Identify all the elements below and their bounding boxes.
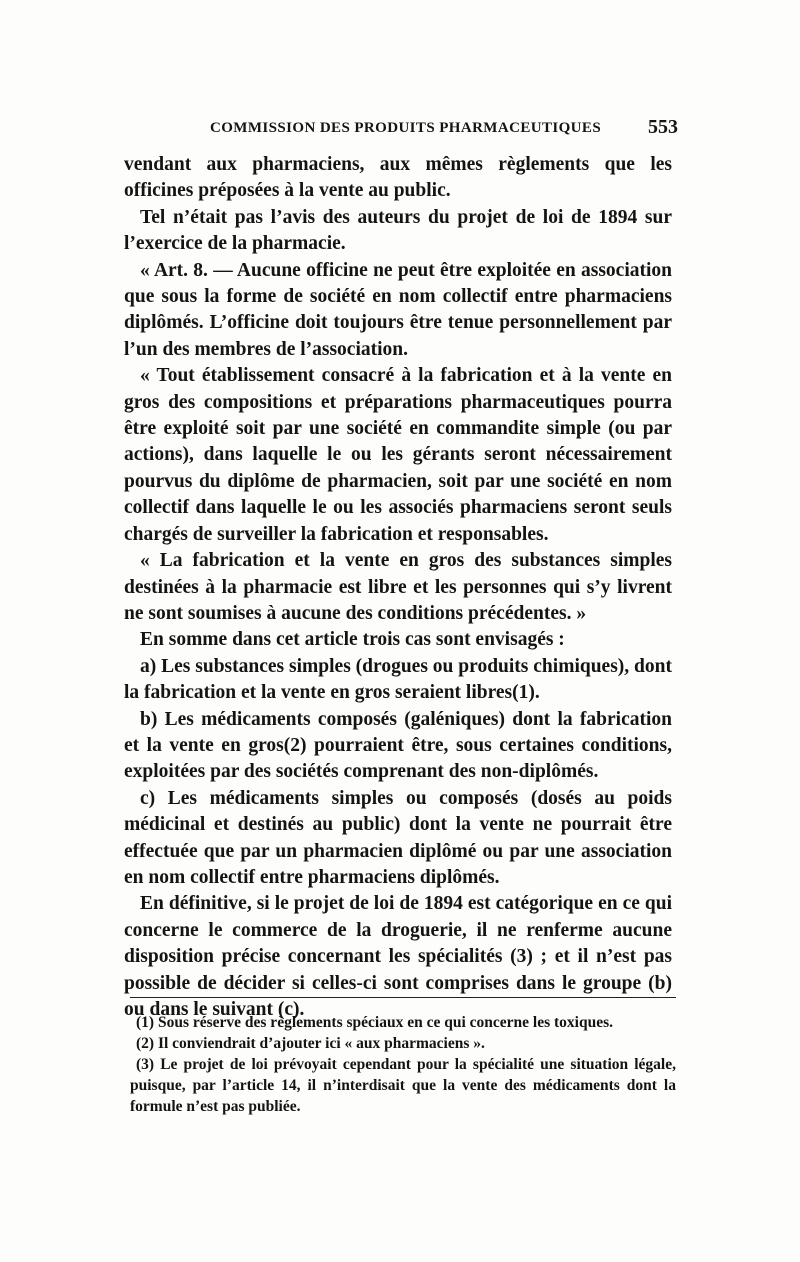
page-number: 553 [648,116,678,138]
paragraph: b) Les médicaments composés (galéniques) dont la fabrication et la vente en gros(2) pourraient être, sous certaines conditions, exploitées par des sociétés comprenant des non-diplômés. [124,708,672,783]
paragraph: Tel n’était pas l’avis des auteurs du projet de loi de 1894 sur l’exercice de la pharmacie. [124,206,672,255]
paragraph: En somme dans cet article trois cas sont envisagés : [140,629,565,651]
footnotes [130,1012,676,1117]
page-header [210,116,680,142]
paragraph: En définitive, si le projet de loi de 1894 est catégorique en ce qui concerne le commerce de la droguerie, il ne renferme aucune disposition précise concernant les spécialités (3) ; et il n’est pas possible de décider si celles-ci sont comprises dans le groupe (b) ou dans le suivant (c). [124,893,672,1020]
running-head: COMMISSION DES PRODUITS PHARMACEUTIQUES [210,120,602,136]
paragraph: « Art. 8. — Aucune officine ne peut être exploitée en association que sous la forme de société en nom collectif entre pharmaciens diplômés. L’officine doit toujours être tenue personnellement par l’un des membres de l’association. [124,259,672,360]
footnote-separator [130,997,676,998]
footnote: (2) Il conviendrait d’ajouter ici « aux pharmaciens ». [136,1035,485,1052]
footnote: (1) Sous réserve des règlements spéciaux en ce qui concerne les toxiques. [136,1014,613,1031]
paragraph: « La fabrication et la vente en gros des substances simples destinées à la pharmacie est libre et les personnes qui s’y livrent ne sont soumises à aucune des conditions précédentes. » [124,550,672,624]
paragraph: c) Les médicaments simples ou composés (dosés au poids médicinal et destinés au public) dont la vente ne pourrait être effectuée que par un pharmacien diplômé ou par une association en nom collectif entre pharmaciens diplômés. [124,787,672,888]
paragraph: a) Les substances simples (drogues ou produits chimiques), dont la fabrication et la vente en gros seraient libres(1). [124,655,672,704]
paragraph: vendant aux pharmaciens, aux mêmes règlements que les officines préposées à la vente au public. [124,154,672,202]
footnote: (3) Le projet de loi prévoyait cependant pour la spécialité une situation légale, puisque, par l’article 14, il n’interdisait que la vente des médicaments dont la formule n’est pas publiée. [130,1056,676,1115]
body-text [124,152,672,1023]
paragraph: « Tout établissement consacré à la fabrication et à la vente en gros des compositions et préparations pharmaceutiques pourra être exploité soit par une société en commandite simple (ou par actions), dans laquelle le ou les gérants seront nécessairement pourvus du diplôme de pharmacien, soit par une société en nom collectif dans laquelle le ou les associés pharmaciens seront seuls chargés de surveiller la fabrication et responsables. [124,365,672,545]
